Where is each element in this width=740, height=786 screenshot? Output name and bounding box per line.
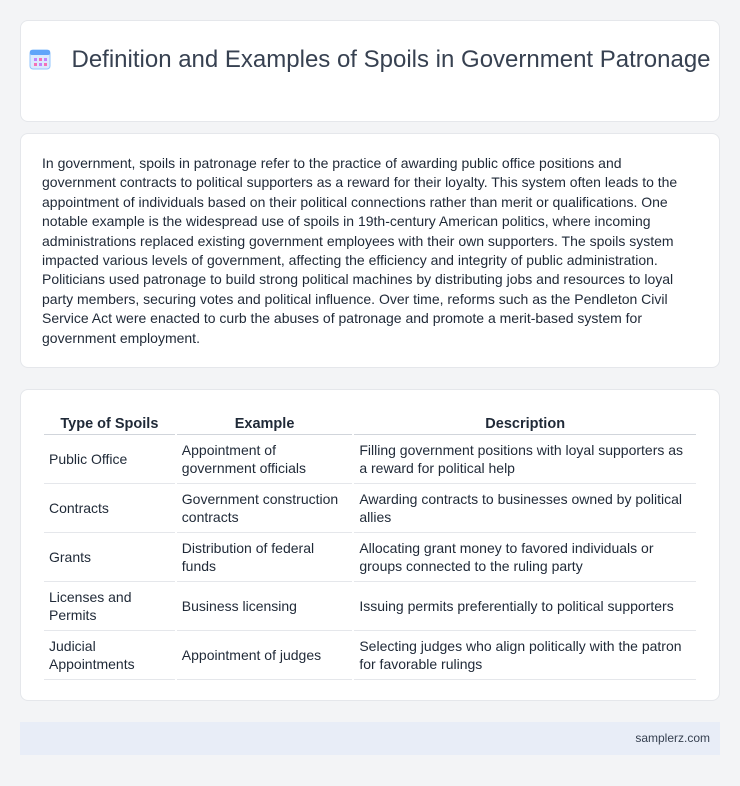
cell-description: Allocating grant money to favored individuals or groups connected to the ruling party [354, 533, 696, 582]
table-row [44, 533, 696, 582]
cell-type: Contracts [44, 484, 175, 533]
table-row [44, 484, 696, 533]
footer [20, 722, 720, 755]
table-row [44, 582, 696, 631]
cell-example: Distribution of federal funds [177, 533, 353, 582]
spoils-table [42, 412, 698, 680]
cell-description: Awarding contracts to businesses owned by political allies [354, 484, 696, 533]
cell-description: Issuing permits preferentially to political supporters [354, 582, 696, 631]
cell-description: Selecting judges who align politically with the patron for favorable rulings [354, 631, 696, 680]
cell-type: Public Office [44, 435, 175, 484]
cell-example: Appointment of government officials [177, 435, 353, 484]
table-header-row [44, 412, 696, 435]
table-row [44, 435, 696, 484]
column-header-type: Type of Spoils [44, 412, 175, 435]
cell-example: Business licensing [177, 582, 353, 631]
column-header-example: Example [177, 412, 353, 435]
calendar-icon [29, 48, 51, 70]
footer-site-link[interactable]: samplerz.com [635, 731, 710, 745]
cell-type: Licenses and Permits [44, 582, 175, 631]
cell-example: Appointment of judges [177, 631, 353, 680]
table-row [44, 631, 696, 680]
page-title-wrap [21, 45, 719, 74]
cell-type: Grants [44, 533, 175, 582]
cell-example: Government construction contracts [177, 484, 353, 533]
column-header-description: Description [354, 412, 696, 435]
cell-type: Judicial Appointments [44, 631, 175, 680]
cell-description: Filling government positions with loyal supporters as a reward for political help [354, 435, 696, 484]
page-title: Definition and Examples of Spoils in Government Patronage [71, 46, 711, 73]
table-card [20, 389, 720, 701]
description-text: In government, spoils in patronage refer to the practice of awarding public office positions and government contracts to political supporters as a reward for their loyalty. This system often leads to the appointment of individuals based on their political connections rather than merit or qualifications. One notable example is the widespread use of spoils in 19th-century American politics, where incoming administrations replaced existing government employees with their own supporters. The spoils system impacted various levels of government, affecting the efficiency and integrity of public administration. Politicians used patronage to build strong political machines by distributing jobs and resources to loyal party members, securing votes and political influence. Over time, reforms such as the Pendleton Civil Service Act were enacted to curb the abuses of patronage and promote a merit-based system for government employment. [42, 155, 678, 346]
title-card [20, 20, 720, 122]
description-card [20, 133, 720, 368]
